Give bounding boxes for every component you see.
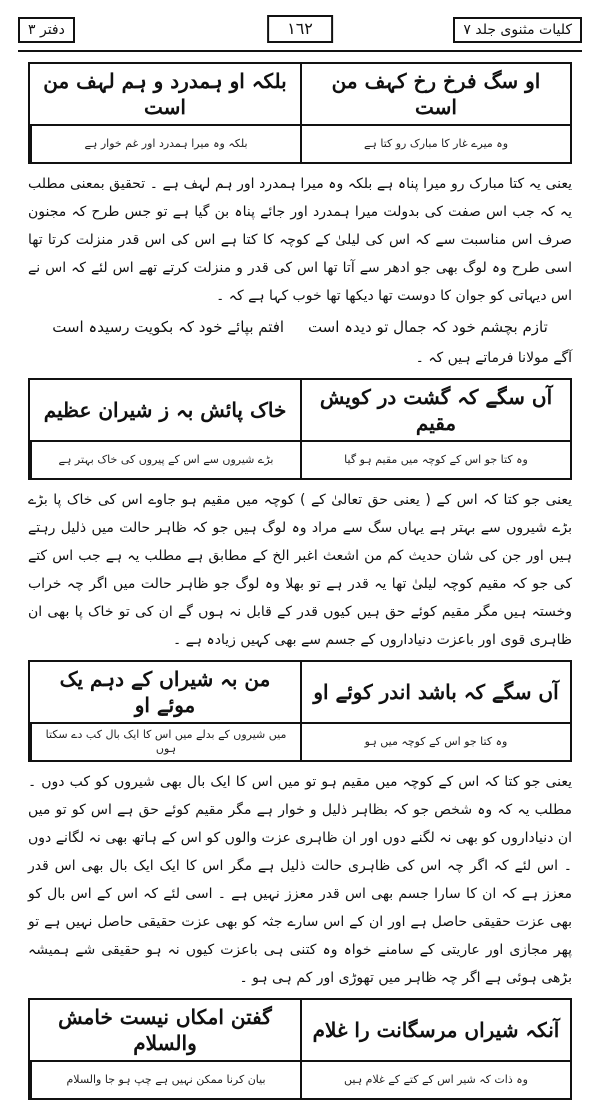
section-label: دفتر ٣ — [18, 17, 75, 43]
book-page — [18, 10, 582, 1086]
verse-box-2 — [28, 378, 572, 480]
verse-gloss-left: بیان کرنا ممکن نہیں ہے چپ ہو جا والسلام — [30, 1060, 300, 1098]
verse-gloss-right: وہ کتا جو اس کے کوچہ میں مقیم ہو گیا — [300, 440, 570, 478]
verse-line-right: او سگ فرخ رخ کہف من است — [300, 64, 570, 124]
verse-box-1 — [28, 62, 572, 164]
verse-gloss-left: بڑے شیروں سے اس کے پیروں کی خاک بہتر ہے — [30, 440, 300, 478]
commentary-paragraph-3: یعنی جو کتا کہ اس کے کوچہ میں مقیم ہو تو میں اس کا ایک بال بھی شیروں کو کب دوں ۔ مطلب یہ کہ وہ شخص جو کہ بظاہر ذلیل و خوار ہے مگر مقیم کوئے حق ہے اس کو تو میں ان دنیاداروں کو بھی نہ لگنے دوں اور ان ظاہری عزت والوں کو اس کے ہاتھ بھی نہ لگانے دوں ۔ اس لئے کہ اگر چہ اس کی ظاہری حالت ذلیل ہے مگر اس کا ایک ایک بال بھی اس قدر معزز ہے کہ ان کا سارا جسم بھی اس قدر معزز نہیں ہے ۔ اسی لئے کہ اس کے اس بال کو بھی عزت حقیقی حاصل ہے اور ان کے اس سارے جثہ کو بھی عزت حقیقی حاصل نہیں ہے تو پھر مجازی اور عاریتی کے سامنے خواہ وہ کتنی ہی باعزت کیوں نہ ہو حقیقی شے ہمیشہ بڑھی ہوئی ہے اگر چہ ظاہر میں تھوڑی اور کم ہی ہو ۔ — [28, 774, 572, 986]
couplet-left: افتم بپائے خود کہ بکویت رسیدہ است — [52, 318, 285, 336]
verse-gloss-left: بلکہ وہ میرا ہمدرد اور غم خوار ہے — [30, 124, 300, 162]
verse-line-right: آں سگے کہ گشت در کویش مقیم — [300, 380, 570, 440]
intro-line: آگے مولانا فرماتے ہیں کہ ۔ — [415, 350, 572, 366]
page-header — [18, 10, 582, 52]
verse-gloss-right: وہ ذات کہ شیر اس کے کتے کے غلام ہیں — [300, 1060, 570, 1098]
verse-line-left: گفتن امکاں نیست خامش والسلام — [58, 1005, 272, 1055]
verse-box-4 — [28, 998, 572, 1100]
verse-line-right: آنکہ شیراں مرسگانت را غلام — [300, 1000, 570, 1060]
verse-gloss-left: میں شیروں کے بدلے میں اس کا ایک بال کب دے سکتا ہوں — [30, 722, 300, 760]
verse-box-3 — [28, 660, 572, 762]
verse-line-left: بلکہ او ہمدرد و ہم لہف من است — [43, 69, 287, 119]
verse-line-left: خاک پائش بہ ز شیران عظیم — [43, 398, 287, 422]
couplet-line — [28, 314, 572, 340]
verse-gloss-right: وہ میرے غار کا مبارک رو کتا ہے — [300, 124, 570, 162]
book-title: کلیات مثنوی جلد ٧ — [453, 17, 582, 43]
verse-line-right: آں سگے کہ باشد اندر کوئے او — [300, 662, 570, 722]
commentary-paragraph-2: یعنی جو کتا کہ اس کے ( یعنی حق تعالیٰ کے ) کوچہ میں مقیم ہو جاوے اس کی خاک پا بڑے بڑے شیروں سے بہتر ہے یہاں سگ سے مراد وہ لوگ ہیں جو کہ ظاہر حالت میں ذلیل رہتے ہیں اور جن کی شان حدیث کم من اشعث اغبر الخ کے مطابق ہے مطلب یہ ہے جب اس کتے کی جو کہ مقیم کوچہ لیلیٰ تھا یہ قدر ہے تو بھلا وہ لوگ جو ظاہر حالت میں اگر چہ خراب وخستہ ہیں مگر مقیم کوئے حق ہیں کیوں قدر کے قابل نہ ہوں گے ان کی تو خاک پا بھی ان ظاہری قوی اور باعزت دنیاداروں کے جسم سے بھی کہیں زیادہ ہے ۔ — [28, 492, 572, 648]
verse-gloss-right: وہ کتا جو اس کے کوچہ میں ہو — [300, 722, 570, 760]
page-number: ١٦٢ — [267, 15, 333, 43]
commentary-paragraph-1: یعنی یہ کتا مبارک رو میرا پناہ ہے بلکہ وہ میرا ہمدرد اور ہم لہف ہے ۔ تحقیق بمعنی مطلب یہ کہ جب اس صفت کی بدولت میرا ہمدرد اور جائے پناہ بن گیا ہے تو جس طرح کہ مجنون صرف اس مناسبت سے کہ اس کی لیلیٰ کے کوچہ کا کتا ہے اس کی اس قدر منزلت کرتا تھا اسی طرح وہ لوگ بھی جو ادھر سے آتا تھا اس کی قدر و منزلت کرتے تھے اس لئے کہ اس نے اس دیہاتی کو جوان کا دوست تھا دیکھا تھا خوب کہا ہے کہ ۔ — [28, 176, 572, 304]
couplet-right: تازم بچشم خود کہ جمال تو دیدہ است — [307, 318, 548, 336]
verse-line-left: من بہ شیراں کے دہم یک موئے او — [59, 667, 271, 717]
